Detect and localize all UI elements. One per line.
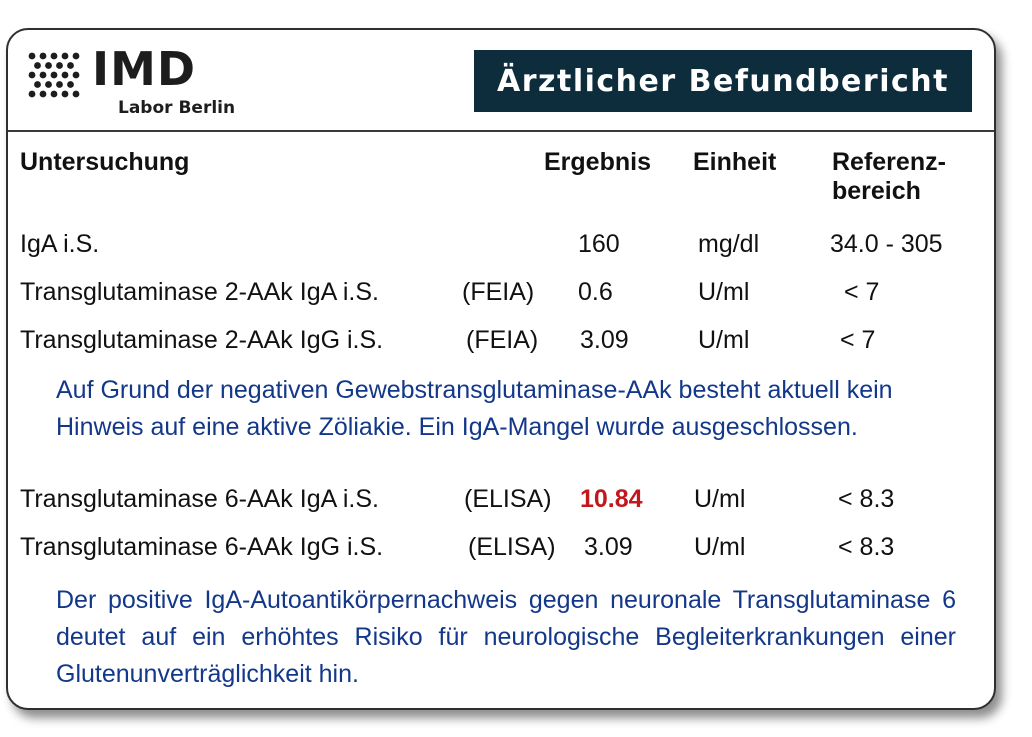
result-value-flagged: 10.84	[580, 485, 643, 513]
reference-value: < 8.3	[838, 485, 895, 513]
interpretation-comment: Auf Grund der negativen Gewebstransglutaminase-AAk besteht aktuell kein Hinweis auf eine aktive Zöliakie. Ein IgA-Mangel wurde ausgeschlossen.	[56, 376, 893, 441]
interpretation-comment: Der positive IgA-Autoantikörpernachweis gegen neuronale Transglutaminase 6 deutet auf ein erhöhtes Risiko für neurologische Begleiterkrankungen einer Glutenunverträglichkeit hin.	[56, 586, 956, 688]
result-value: 0.6	[578, 278, 613, 306]
column-test: Untersuchung	[20, 148, 190, 176]
column-result: Ergebnis	[544, 148, 651, 176]
test-name: IgA i.S.	[20, 230, 100, 258]
logo-subtitle: Labor Berlin	[118, 98, 236, 118]
table-row	[8, 533, 994, 573]
table-row	[8, 485, 994, 525]
column-reference	[832, 148, 946, 206]
report-title: Ärztlicher Befundbericht	[474, 50, 972, 112]
dot-grid-icon	[26, 50, 82, 106]
table-row	[8, 230, 994, 270]
test-method: (ELISA)	[464, 485, 552, 513]
column-unit: Einheit	[693, 148, 777, 176]
reference-value: < 7	[840, 326, 876, 354]
lab-logo	[26, 42, 256, 124]
result-value: 3.09	[580, 326, 629, 354]
test-method: (FEIA)	[466, 326, 539, 354]
table-row	[8, 326, 994, 366]
unit-value: U/ml	[698, 326, 750, 354]
unit-value: U/ml	[694, 533, 746, 561]
unit-value: U/ml	[694, 485, 746, 513]
test-name: Transglutaminase 2-AAk IgA i.S.	[20, 278, 379, 306]
column-reference-line1: Referenz-	[832, 148, 946, 176]
table-header	[8, 148, 994, 205]
reference-value: < 7	[844, 278, 880, 306]
test-method: (FEIA)	[462, 278, 535, 306]
logo-name: IMD	[92, 42, 197, 96]
test-name: Transglutaminase 2-AAk IgG i.S.	[20, 326, 384, 354]
column-reference-line2: bereich	[832, 177, 921, 205]
test-method: (ELISA)	[468, 533, 556, 561]
unit-value: U/ml	[698, 278, 750, 306]
reference-value: 34.0 - 305	[830, 230, 943, 258]
reference-value: < 8.3	[838, 533, 895, 561]
unit-value: mg/dl	[698, 230, 760, 258]
table-row	[8, 278, 994, 318]
report-header	[8, 30, 994, 132]
test-name: Transglutaminase 6-AAk IgA i.S.	[20, 485, 379, 513]
result-value: 3.09	[584, 533, 633, 561]
result-value: 160	[578, 230, 620, 258]
test-name: Transglutaminase 6-AAk IgG i.S.	[20, 533, 384, 561]
report-card	[6, 28, 996, 710]
